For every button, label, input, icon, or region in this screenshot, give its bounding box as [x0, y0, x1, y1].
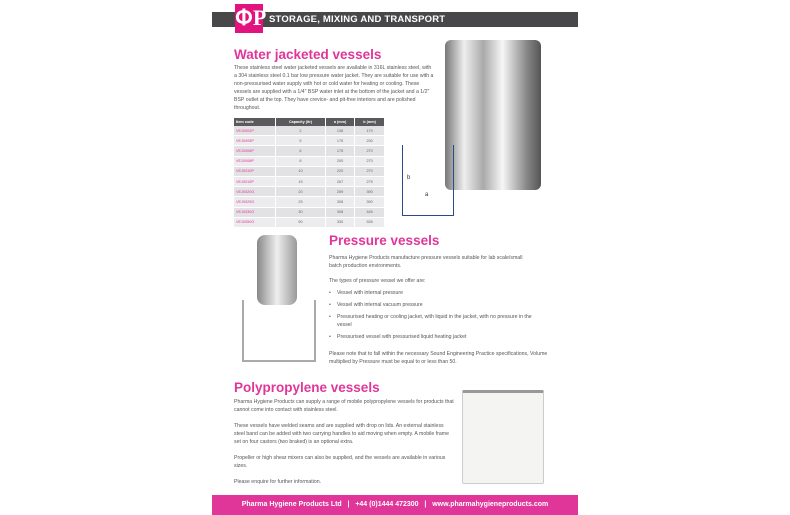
table-cell: 535 — [355, 217, 385, 227]
table-row — [234, 166, 385, 176]
table-cell: 275 — [355, 176, 385, 186]
table-row — [234, 136, 385, 146]
table-row — [234, 176, 385, 186]
table-cell: 259 — [325, 187, 354, 197]
table-cell: VEJ0030G — [234, 207, 276, 217]
pressure-lead: The types of pressure vessel we offer are: — [329, 278, 426, 284]
table-cell: VEJ0005P — [234, 136, 276, 146]
table-cell: 390 — [355, 197, 385, 207]
table-cell: VEJ0002P — [234, 126, 276, 136]
poly-title: Polypropylene vessels — [234, 380, 380, 395]
table-cell: 220 — [325, 166, 354, 176]
table-row — [234, 207, 385, 217]
table-cell: VEJ0050G — [234, 217, 276, 227]
table-cell: 20 — [276, 187, 326, 197]
dimension-diagram — [402, 145, 454, 216]
table-cell: 8 — [276, 156, 326, 166]
table-cell: VEJ0025G — [234, 197, 276, 207]
table-cell: 50 — [276, 217, 326, 227]
pressure-title: Pressure vessels — [329, 233, 440, 248]
table-header: b (mm) — [355, 118, 385, 126]
footer: Pharma Hygiene Products Ltd | +44 (0)1444 472300 | www.pharmahygieneproducts.com — [212, 495, 578, 515]
table-header: Capacity (ltr) — [276, 118, 326, 126]
table-header: Item code — [234, 118, 276, 126]
table-cell: 330 — [325, 217, 354, 227]
table-row — [234, 126, 385, 136]
bullet-item: • Vessel with internal pressure — [329, 289, 544, 297]
table-row — [234, 217, 385, 227]
table-cell: 2 — [276, 126, 326, 136]
table-row — [234, 156, 385, 166]
poly-p2: These vessels have welded seams and are supplied with drop on lids. An external stainless steel band can be added with two carrying handles to aid moving when empty. A mobile frame set on four castors (two braked) is an optional extra. — [234, 423, 450, 445]
table-cell: VEJ0006P — [234, 146, 276, 156]
table-row — [234, 146, 385, 156]
table-cell: VEJ0010P — [234, 166, 276, 176]
pressure-vessel-image — [257, 235, 297, 305]
table-cell: 10 — [276, 166, 326, 176]
table-cell: 445 — [355, 207, 385, 217]
table-cell: 25 — [276, 197, 326, 207]
table-cell: 270 — [355, 156, 385, 166]
table-header: a (mm) — [325, 118, 354, 126]
spec-table — [234, 118, 385, 228]
table-cell: 270 — [355, 146, 385, 156]
table-cell: 175 — [325, 136, 354, 146]
table-cell: 230 — [355, 136, 385, 146]
table-cell: 30 — [276, 207, 326, 217]
table-cell: VEJ0020G — [234, 187, 276, 197]
table-cell: 15 — [276, 176, 326, 186]
table-cell: 308 — [325, 207, 354, 217]
bullet-item: • Vessel with internal vacuum pressure — [329, 301, 544, 309]
table-cell: VEJ0015P — [234, 176, 276, 186]
poly-p3: Propeller or high shear mixers can also be supplied, and the vessels are available in various sizes. — [234, 455, 446, 469]
pressure-note: Please note that to fall within the necessary Sound Engineering Practice specifications, Volume multiplied by Pressure must be equal to or less than 50. — [329, 351, 548, 365]
pressure-vessel-frame — [242, 300, 316, 362]
poly-p4: Please enquire for further information. — [234, 479, 322, 485]
table-cell: 200 — [325, 156, 354, 166]
table-cell: 308 — [325, 197, 354, 207]
table-cell: VEJ0008P — [234, 156, 276, 166]
pressure-bullets — [329, 289, 544, 345]
table-cell: 267 — [325, 176, 354, 186]
table-cell: 170 — [355, 126, 385, 136]
diagram-label-b: b — [407, 175, 411, 181]
polypropylene-vessel-image — [462, 390, 544, 484]
table-row — [234, 187, 385, 197]
bullet-item: • Pressurised vessel with pressurised liquid heating jacket — [329, 333, 544, 341]
table-cell: 390 — [355, 187, 385, 197]
table-row — [234, 197, 385, 207]
poly-p1: Pharma Hygiene Products can supply a range of mobile polypropylene vessels for products that cannot come into contact with stainless steel. — [234, 399, 454, 413]
jacketed-vessel-image — [445, 40, 541, 190]
table-cell: 5 — [276, 136, 326, 146]
pressure-intro: Pharma Hygiene Products manufacture pressure vessels suitable for lab scale/small batch production environments. — [329, 255, 523, 269]
brochure-page — [212, 0, 578, 515]
bullet-item: • Pressurised heating or cooling jacket, with liquid in the jacket, with no pressure in the vessel — [329, 313, 544, 329]
table-cell: 270 — [355, 166, 385, 176]
jacketed-title: Water jacketed vessels — [234, 47, 382, 62]
table-cell: 136 — [325, 126, 354, 136]
table-cell: 6 — [276, 146, 326, 156]
logo: ՓP — [235, 4, 263, 33]
jacketed-body: These stainless steel water jacketed vessels are available in 316L stainless steel, with a 304 stainless steel 0.1 bar low pressure water jacket. They are suitable for use with a non-pressurised water supply with hot or cold water for heating or cooling. These vessels are supplied with a 1/4" BSP water inlet at the bottom of the jacket and a 1/2" BSP outlet at the top. They have crevice- and pit-free interiors and are polished throughout. — [234, 65, 434, 111]
table-cell: 175 — [325, 146, 354, 156]
header-title: STORAGE, MIXING AND TRANSPORT — [269, 14, 446, 25]
diagram-label-a: a — [425, 192, 429, 198]
